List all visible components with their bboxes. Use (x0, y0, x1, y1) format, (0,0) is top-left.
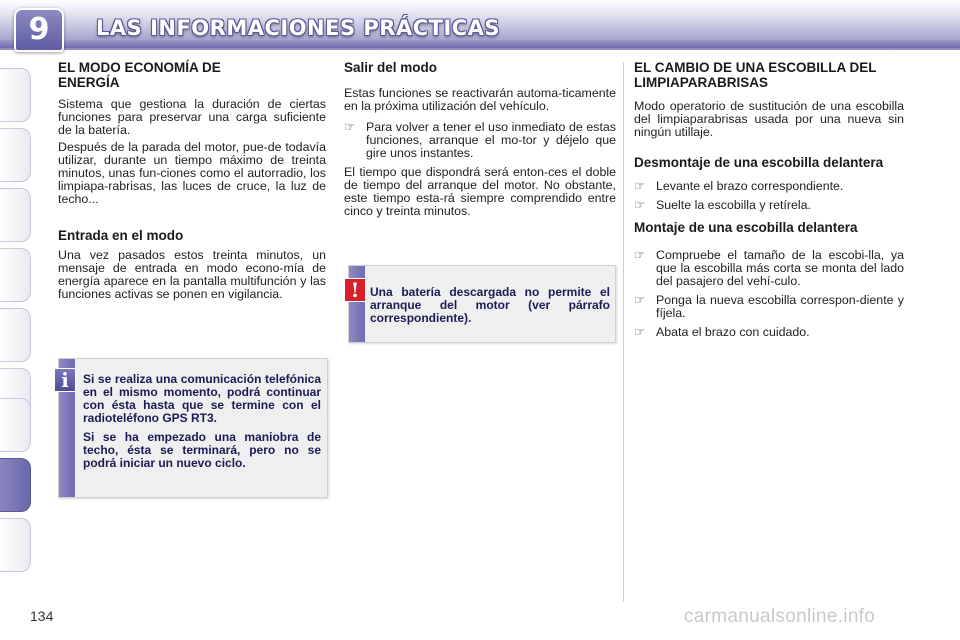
bullet-item: ☞ Abata el brazo con cuidado. (634, 325, 810, 339)
chapter-title: LAS INFORMACIONES PRÁCTICAS (96, 16, 501, 40)
column-energy-mode (58, 60, 326, 305)
chapter-tab[interactable] (0, 128, 31, 182)
subsection-title-removal: Desmontaje de una escobilla delantera (634, 155, 884, 170)
paragraph: El tiempo que dispondrá será enton-ces el doble de tiempo del arranque del motor. No obstante, este tiempo esta-rá siempre comprendido entre cinco y treinta minutos. (344, 165, 616, 218)
pointing-hand-icon: ☞ (634, 293, 646, 307)
paragraph: Una vez pasados estos treinta minutos, un mensaje de entrada en modo econo-mía de energía aparece en la pantalla multifunción y las funciones activas se ponen en vigilancia. (58, 248, 326, 301)
paragraph: Estas funciones se reactivarán automa-ticamente en la próxima utilización del vehículo. (344, 86, 616, 113)
watermark: carmanualsonline.info (684, 606, 876, 627)
bullet-item: ☞ Compruebe el tamaño de la escobi-lla, ya que la escobilla más corta se monta del lado del pasajero del vehí-culo. (634, 248, 904, 288)
paragraph: Después de la parada del motor, pue-de todavía utilizar, durante un tiempo máximo de treinta minutos, unas fun-ciones como el autorradio, los limpiapa-rabrisas, las luces de cruce, la luz de techo... (58, 140, 326, 206)
pointing-hand-icon: ☞ (634, 325, 646, 339)
note-paragraph: Si se realiza una comunicación telefónica en el mismo momento, podrá continuar con ésta hasta que se termine con el radioteléfono GPS RT3. (83, 372, 321, 425)
section-title-energy-mode: EL MODO ECONOMÍA DE ENERGÍA (58, 60, 221, 90)
chapter-tab-active[interactable] (0, 458, 31, 512)
chapter-number-badge: 9 (14, 8, 64, 52)
page-number: 134 (30, 608, 54, 624)
section-title-wiper-change: EL CAMBIO DE UNA ESCOBILLA DEL LIMPIAPARABRISAS (634, 60, 877, 90)
subsection-title-fitting: Montaje de una escobilla delantera (634, 220, 858, 235)
subsection-title-enter-mode: Entrada en el modo (58, 228, 184, 243)
pointing-hand-icon: ☞ (634, 248, 646, 262)
pointing-hand-icon: ☞ (634, 179, 646, 193)
chapter-tab[interactable] (0, 188, 31, 242)
chapter-tab[interactable] (0, 248, 31, 302)
bullet-item: ☞ Suelte la escobilla y retírela. (634, 198, 811, 212)
chapter-tab[interactable] (0, 308, 31, 362)
chapter-tab[interactable] (0, 398, 31, 452)
pointing-hand-icon: ☞ (344, 120, 356, 134)
section-title-exit-mode: Salir del modo (344, 60, 438, 75)
chapter-tab[interactable] (0, 68, 31, 122)
bullet-item: ☞ Para volver a tener el uso inmediato de estas funciones, arranque el mo-tor y déjelo que gire unos instantes. (344, 120, 616, 160)
bullet-item: ☞ Ponga la nueva escobilla correspon-diente y fíjela. (634, 293, 904, 320)
info-note-text (83, 373, 321, 476)
paragraph: Sistema que gestiona la duración de ciertas funciones para preservar una carga suficiente de la batería. (58, 97, 326, 137)
warning-icon: ! (344, 278, 366, 302)
header-bar (0, 40, 960, 48)
info-icon: i (54, 368, 76, 392)
column-divider (623, 62, 624, 602)
warning-note-text: Una batería descargada no permite el arranque del motor (ver párrafo correspondiente). (370, 285, 610, 325)
column-exit-mode (344, 60, 616, 222)
bullet-item: ☞ Levante el brazo correspondiente. (634, 179, 844, 193)
column-wiper-change (634, 60, 904, 345)
chapter-tab[interactable] (0, 518, 31, 572)
paragraph: Modo operatorio de sustitución de una escobilla del limpiaparabrisas usada por una nueva sin ningún utillaje. (634, 99, 904, 139)
note-paragraph: Si se ha empezado una maniobra de techo, ésta se terminará, pero no se podrá iniciar un nuevo ciclo. (83, 430, 321, 470)
pointing-hand-icon: ☞ (634, 198, 646, 212)
